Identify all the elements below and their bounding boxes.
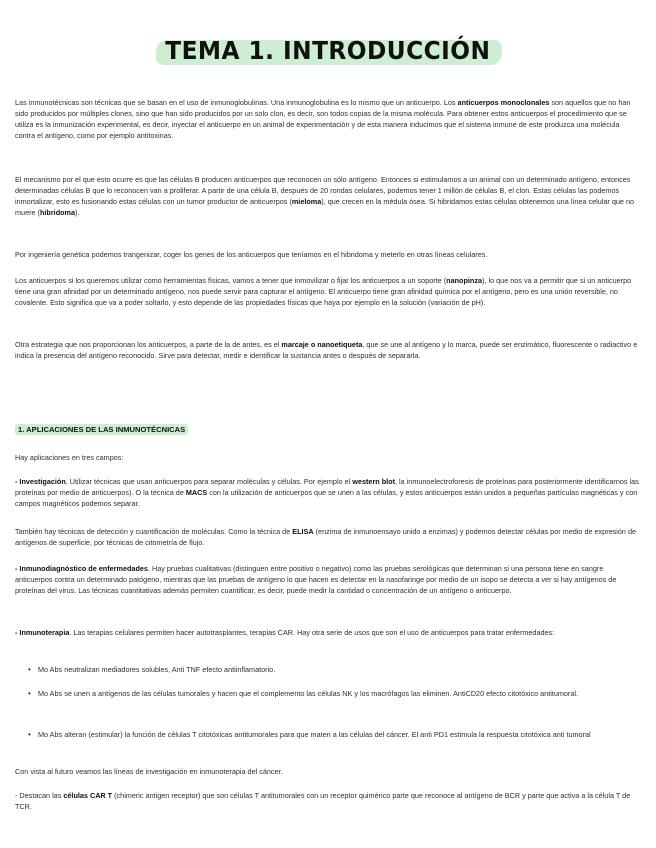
text: Los anticuerpos si los queremos utilizar como herramientas físicas, vamos a tener que inmovilizar o fijar los anticuerpos a un soporte ( <box>15 276 447 285</box>
bold-term: hibridoma <box>39 208 76 218</box>
bold-term: anticuerpos monoclonales <box>457 98 550 107</box>
bold-term: western blot <box>352 477 395 486</box>
intro-paragraph-5 <box>15 339 641 361</box>
bold-term: marcaje o nanoetiqueta <box>281 340 363 349</box>
text: - Destacan las <box>15 791 64 800</box>
list-item: • Mo Abs se unen a antígenos de las células tumorales y hacen que el complemento las células NK y los macrófagos las eliminen. AntiCD20 efecto citotóxico antitumoral. <box>38 688 638 699</box>
text: ). <box>75 208 80 218</box>
deteccion-paragraph <box>15 526 641 548</box>
bold-term: - Inmunodiagnóstico de enfermedades <box>15 564 148 573</box>
section-heading: 1. APLICACIONES DE LAS INMUNOTÉCNICAS <box>15 424 188 435</box>
text: Las inmunotécnicas son técnicas que se basan en el uso de inmunoglobulinas. Una inmunoglobulina es lo mismo que un anticuerpo. Los <box>15 98 458 107</box>
intro-paragraph-2 <box>15 174 641 218</box>
text: son aquellos que no han sido producidos por múltiples clones, sino que han sido producidos por un solo clon, es decir, son todos copias de la misma molécula. Para obtener estos anticuerpos el procedimiento que se utiliza es la inmunización experimental, es decir, inyectar el anticuerpo en un animal de experimentación y de esta manera inducimos que el sistema inmune de este produzca una molécula contra el antígeno, como por ejemplo antitoxinas. <box>15 98 631 141</box>
text: Otra estrategia que nos proporcionan los anticuerpos, a parte de la de antes, es el <box>15 340 282 349</box>
section-lead <box>15 452 641 463</box>
bold-term: - Inmunoterapia <box>15 628 70 637</box>
list-item: • Mo Abs alteran (estimular) la función de células T citotóxicas antitumorales para que maten a las células del cáncer. El anti PD1 estimula la respuesta citotóxica anti tumoral <box>38 729 638 740</box>
bold-term: MACS <box>185 488 208 498</box>
investigacion-paragraph <box>15 476 641 509</box>
page-title: TEMA 1. INTRODUCCIÓN <box>152 34 503 67</box>
car-t-paragraph <box>15 790 641 812</box>
list-item: • Mo Abs neutralizan mediadores solubles, Anti TNF efecto antiinflamatorio. <box>38 664 638 675</box>
text: Por ingeniería genética podemos trangenizar, coger los genes de los anticuerpos que teníamos en el hibridoma y meterlo en otras líneas celulares. <box>15 250 488 259</box>
text: ), que crecen en la médula ósea. Si hibridamos estas células obtenemos una línea celular que no muere ( <box>15 197 635 218</box>
text: (enzima de inmunoensayo unido a enzimas) y podemos detectar células por medio de expresión de antígenos de superficie, por técnicas de citometría de flujo. <box>15 527 637 548</box>
bold-term: mieloma <box>291 197 322 207</box>
text: con la utilización de anticuerpos que se unen a las células, y estos anticuerpos están unidos a pequeñas partículas magnéticas y con campos magnéticos podemos separar. <box>15 488 638 509</box>
intro-paragraph-4 <box>15 275 641 308</box>
text: , la inmunoelectroforesis de proteínas para posteriormente identificarnos las proteínas por medio de anticuerpos). O la técnica de <box>15 477 639 498</box>
text: . Utilizar técnicas que usan anticuerpos para separar moléculas y células. Por ejemplo el <box>65 477 353 486</box>
bold-term: ELISA <box>292 527 314 536</box>
text: . Hay pruebas cualitativas (distinguen entre positivo o negativo) como las pruebas serológicas que determinan si una persona tiene en sangre anticuerpos contra un determinado patógeno, mientras que las pruebas de antígeno lo que hacen es detectar en la nasofaringe por medio de un isopo se detecta a ver si hay antígenos de proteínas del virus. Las técnicas cuantitativas además permiten cuantificar, es decir, puede medir la cantidad o concentración de un antígeno o anticuerpo. <box>15 564 617 596</box>
bold-term: nanopinza <box>446 276 483 285</box>
text: ), lo que nos va a permitir que si un anticuerpo tiene una gran afinidad por un determinado antígeno, nos puede servir para capturar el antígeno. El anticuerpo tiene gran afinidad química por el antígeno, pero es una unión reversible, no covalente. Esto significa que va a poder soltarlo, y esto depende de las propiedades físicas que haya por ejemplo en la solución (variación de pH). <box>15 276 632 308</box>
text: , que se une al antígeno y lo marca, puede ser enzimático, fluorescente o radiactivo e indica la presencia del antígeno reconocido. Sirve para detectar, medir e identificar la sustancia antes o después de separarla. <box>15 340 638 361</box>
bold-term: - Investigación <box>15 477 66 486</box>
title-wrap <box>0 34 656 67</box>
text: También hay técnicas de detección y cuantificación de moléculas. Como la técnica de <box>15 527 293 536</box>
text: (chimeric antigen receptor) que son células T antitumorales con un receptor quimérico parte que reconoce al antígeno de BCR y parte que activa a la célula T de TCR. <box>15 791 631 812</box>
text: El mecanismo por el que esto ocurre es que las células B producen anticuerpos que reconocen un sólo antígeno. Entonces si estimulamos a un animal con un determinado antígeno, entonces determinadas células B que lo reconocen van a proliferar. A partir de una célula B, después de 20 rondas celulares, podemos tener 1 millón de células B, el clon. Estas células las podemos inmortalizar, esto es fusionando estas células con un tumor productor de anticuerpos ( <box>15 175 631 207</box>
intro-paragraph-3 <box>15 249 641 260</box>
text: Hay aplicaciones en tres campos: <box>15 453 124 462</box>
diagnostico-paragraph <box>15 563 641 596</box>
inmunoterapia-paragraph <box>15 627 641 638</box>
future-paragraph <box>15 766 641 777</box>
text: . Las terapias celulares permiten hacer autotrasplantes, terapias CAR. Hay otra serie de usos que son el uso de anticuerpos para tratar enfermedades: <box>69 628 555 637</box>
intro-paragraph-1 <box>15 97 641 141</box>
text: Con vista al futuro veamos las líneas de investigación en inmunoterapia del cáncer. <box>15 767 283 776</box>
bold-term: células CAR T <box>63 791 113 800</box>
